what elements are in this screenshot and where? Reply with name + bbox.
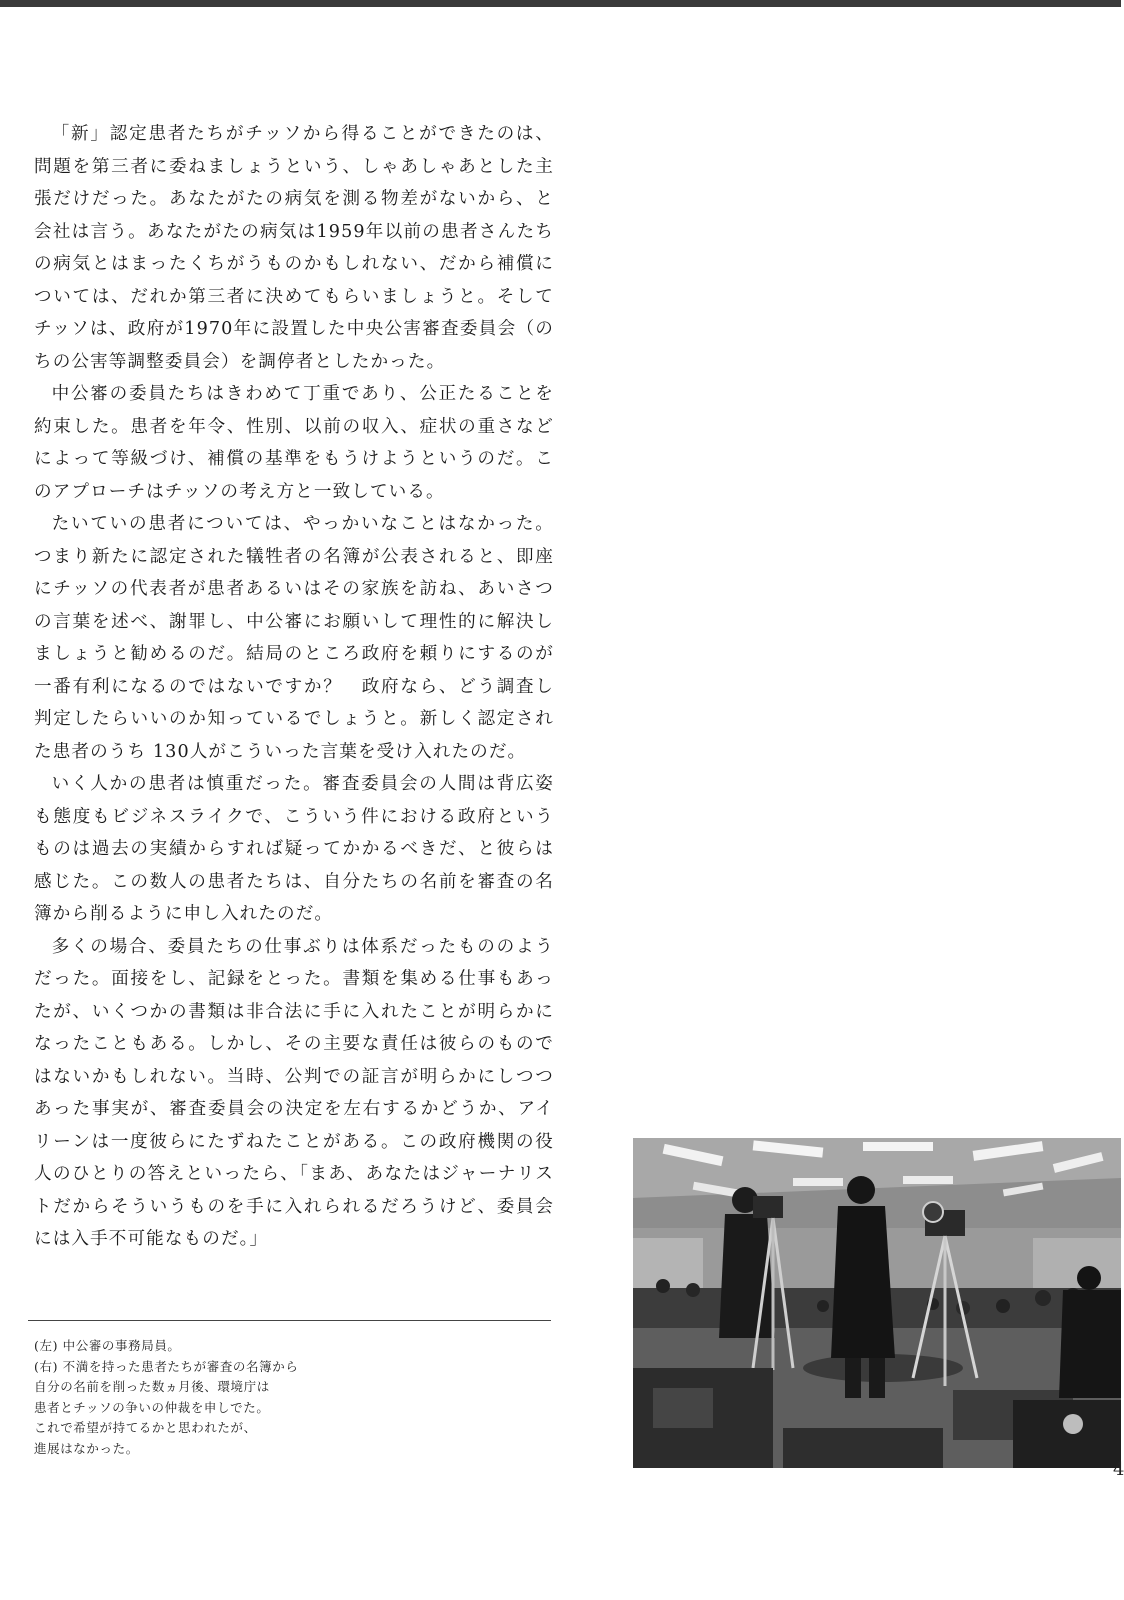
paragraph: いく人かの患者は慎重だった。審査委員会の人間は背広姿も態度もビジネスライクで、こういう件における政府というものは過去の実績からすれば疑ってかかるべきだ、と彼らは感じた。この数人の患者たちは、自分たちの名前を審査の名簿から削るように申し入れたのだ。: [34, 774, 554, 924]
caption-divider: [28, 1320, 551, 1321]
paragraph: 多くの場合、委員たちの仕事ぶりは体系だったもののようだった。面接をし、記録をとった。書類を集める仕事もあったが、いくつかの書類は非合法に手に入れたことが明らかになったこともある。しかし、その主要な責任は彼らのものではないかもしれない。当時、公判での証言が明らかにしつつあった事実が、審査委員会の決定を左右するかどうか、アイリーンは一度彼らにたずねたことがある。この政府機関の役人のひとりの答えといったら、「まあ、あなたはジャーナリストだからそういうものを手に入れられるだろうけど、委員会には入手不可能なものだ。」: [34, 936, 554, 1249]
paragraph: 中公審の委員たちはきわめて丁重であり、公正たることを約束した。患者を年令、性別、以前の収入、症状の重さなどによって等級づけ、補償の基準をもうけようというのだ。このアプローチはチッソの考え方と一致している。: [34, 384, 554, 502]
hearing-room-photo: [633, 1138, 1121, 1468]
caption-line: これで希望が持てるかと思われたが、: [34, 1420, 257, 1435]
photo-captions: [34, 1336, 394, 1459]
caption-line: (左) 中公審の事務局員。: [34, 1338, 181, 1353]
body-text: [34, 118, 554, 1256]
page-number: 4: [1113, 1459, 1124, 1480]
caption-line: 進展はなかった。: [34, 1440, 139, 1456]
caption-line: 自分の名前を削った数ヵ月後、環境庁は: [34, 1379, 270, 1394]
paragraph: 「新」認定患者たちがチッソから得ることができたのは、問題を第三者に委ねましょうという、しゃあしゃあとした主張だけだった。あなたがたの病気を測る物差がないから、と会社は言う。あなたがたの病気は1959年以前の患者さんたちの病気とはまったくちがうものかもしれない、だから補償については、だれか第三者に決めてもらいましょうと。そしてチッソは、政府が1970年に設置した中央公害審査委員会（のちの公害等調整委員会）を調停者としたかった。: [34, 124, 554, 372]
paragraph: たいていの患者については、やっかいなことはなかった。つまり新たに認定された犠牲者の名簿が公表されると、即座にチッソの代表者が患者あるいはその家族を訪ね、あいさつの言葉を述べ、謝罪し、中公審にお願いして理性的に解決しましょうと勧めるのだ。結局のところ政府を頼りにするのが一番有利になるのではないですか？ 政府なら、どう調査し判定したらいいのか知っているでしょうと。新しく認定された患者のうち 130人がこういった言葉を受け入れたのだ。: [34, 514, 554, 762]
top-edge-rule: [0, 0, 1121, 7]
caption-line: 患者とチッソの争いの仲裁を申しでた。: [34, 1399, 270, 1415]
caption-line: (右) 不満を持った患者たちが審査の名簿から: [34, 1358, 299, 1374]
